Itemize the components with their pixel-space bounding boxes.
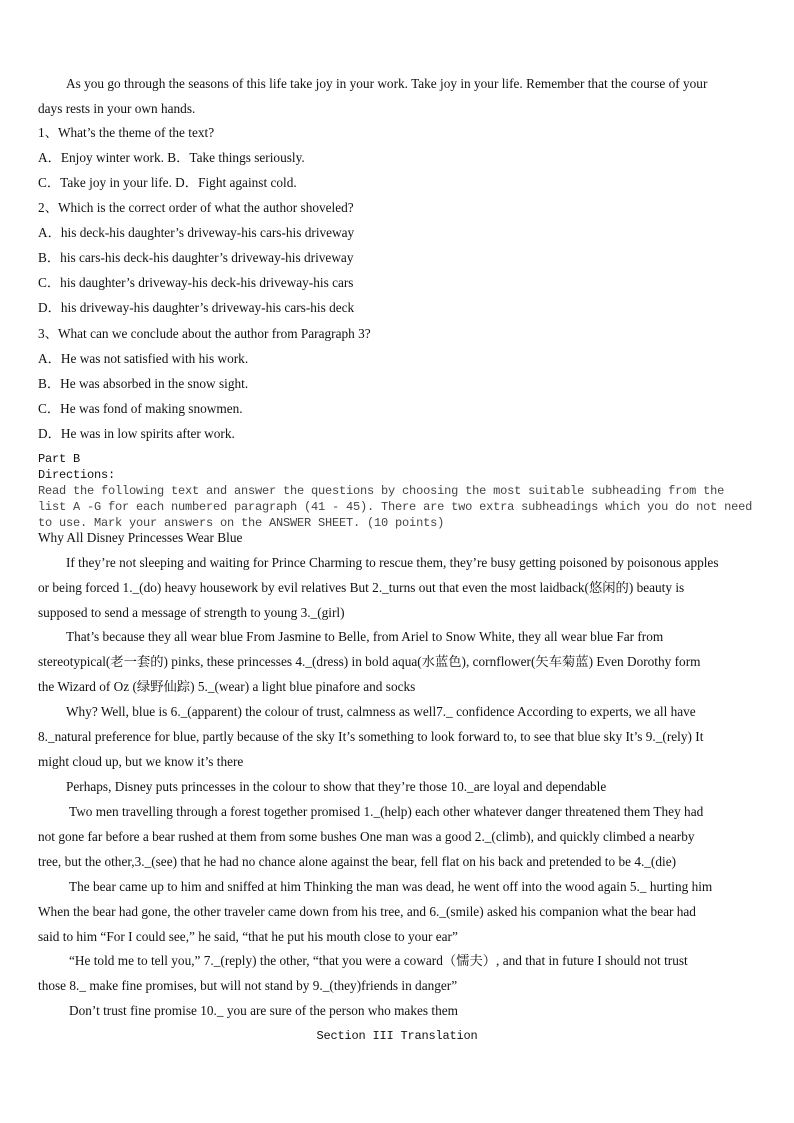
paragraph-line: those 8._ make fine promises, but will not stand by 9._(they)friends in danger” <box>38 978 458 993</box>
paragraph-line: supposed to send a message of strength to young 3._(girl) <box>38 605 345 620</box>
directions-heading: Directions: <box>38 468 116 482</box>
paragraph-line: As you go through the seasons of this life take joy in your work. Take joy in your life. Remember that the course of your <box>66 76 708 91</box>
question-3-option-a: A．He was not satisfied with his work. <box>38 351 249 366</box>
paragraph-line: If they’re not sleeping and waiting for Prince Charming to rescue them, they’re busy getting poisoned by poisonous apples <box>66 555 719 570</box>
paragraph-line: tree, but the other,3._(see) that he had no chance alone against the bear, fell flat on his back and pretended to be 4._(die) <box>38 854 677 869</box>
question-1-options-ab: A．Enjoy winter work. B．Take things seriously. <box>38 150 305 165</box>
question-2-option-c: C．his daughter’s driveway-his deck-his driveway-his cars <box>38 275 354 290</box>
question-2-option-a: A．his deck-his daughter’s driveway-his cars-his driveway <box>38 225 355 240</box>
paragraph-line: might cloud up, but we know it’s there <box>38 754 244 769</box>
paragraph-line: 8._natural preference for blue, partly because of the sky It’s something to look forward to, to see that blue sky It’s 9._(rely) It <box>38 729 704 744</box>
paragraph-line: When the bear had gone, the other traveler came down from his tree, and 6._(smile) asked his companion what the bear had <box>38 904 696 919</box>
passage-title: Why All Disney Princesses Wear Blue <box>38 530 243 545</box>
paragraph-line: That’s because they all wear blue From Jasmine to Belle, from Ariel to Snow White, they all wear blue Far from <box>66 629 664 644</box>
paragraph-line: Two men travelling through a forest together promised 1._(help) each other whatever danger threatened them They had <box>69 804 704 819</box>
paragraph-line: the Wizard of Oz (绿野仙踪) 5._(wear) a light blue pinafore and socks <box>38 679 416 694</box>
question-3-option-c: C．He was fond of making snowmen. <box>38 401 243 416</box>
question-2-option-b: B．his cars-his deck-his daughter’s driveway-his driveway <box>38 250 354 265</box>
paragraph-line: said to him “For I could see,” he said, “that he put his mouth close to your ear” <box>38 929 458 944</box>
section-heading: Section III Translation <box>316 1029 478 1043</box>
paragraph-line: or being forced 1._(do) heavy housework by evil relatives But 2._turns out that even the most laidback(悠闲的) beauty is <box>38 580 685 595</box>
question-3-option-b: B．He was absorbed in the snow sight. <box>38 376 249 391</box>
question-3-option-d: D．He was in low spirits after work. <box>38 426 235 441</box>
paragraph-line: not gone far before a bear rushed at them from some bushes One man was a good 2._(climb), and quickly climbed a nearby <box>38 829 695 844</box>
paragraph-line: days rests in your own hands. <box>38 101 196 116</box>
paragraph-line: Don’t trust fine promise 10._ you are sure of the person who makes them <box>69 1003 458 1018</box>
question-3: 3、What can we conclude about the author from Paragraph 3? <box>38 326 371 341</box>
question-1: 1、What’s the theme of the text? <box>38 125 215 140</box>
paragraph-line: Why? Well, blue is 6._(apparent) the colour of trust, calmness as well7._ confidence According to experts, we all have <box>66 704 696 719</box>
part-b-heading: Part B <box>38 452 81 466</box>
directions-text: list A -G for each numbered paragraph (41 - 45). There are two extra subheadings which you do not need <box>38 500 753 514</box>
paragraph-line: “He told me to tell you,” 7._(reply) the other, “that you were a coward（懦夫）, and that in future I should not trust <box>69 953 688 968</box>
question-2: 2、Which is the correct order of what the author shoveled? <box>38 200 354 215</box>
directions-text: to use. Mark your answers on the ANSWER SHEET. (10 points) <box>38 516 445 530</box>
question-1-options-cd: C．Take joy in your life. D．Fight against cold. <box>38 175 297 190</box>
question-2-option-d: D．his driveway-his daughter’s driveway-his cars-his deck <box>38 300 355 315</box>
paragraph-line: The bear came up to him and sniffed at him Thinking the man was dead, he went off into the wood again 5._ hurting him <box>69 879 713 894</box>
paragraph-line: Perhaps, Disney puts princesses in the colour to show that they’re those 10._are loyal and dependable <box>66 779 607 794</box>
directions-text: Read the following text and answer the questions by choosing the most suitable subheading from the <box>38 484 725 498</box>
paragraph-line: stereotypical(老一套的) pinks, these princesses 4._(dress) in bold aqua(水蓝色), cornflower(矢车菊蓝) Even Dorothy form <box>38 654 701 669</box>
